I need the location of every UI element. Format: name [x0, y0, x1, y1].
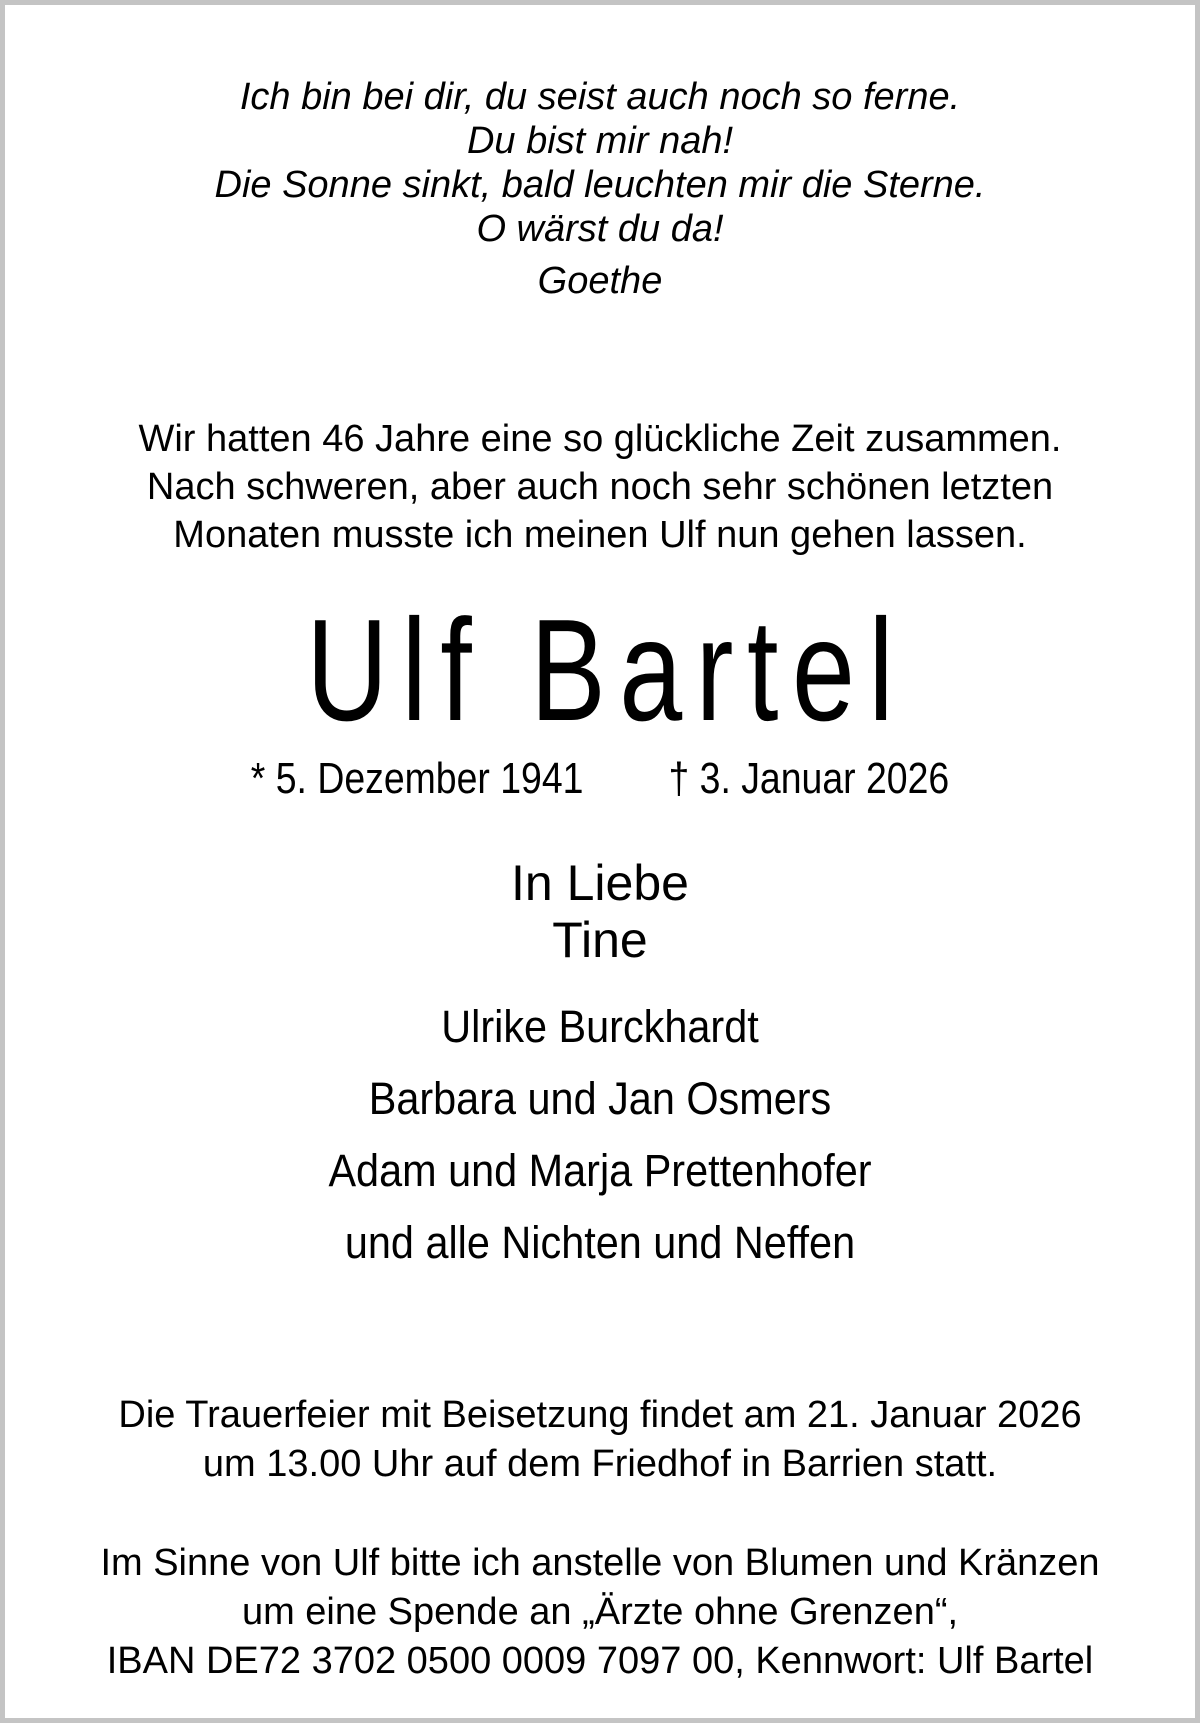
poem-line: Ich bin bei dir, du seist auch noch so ferne.: [239, 76, 961, 118]
farewell-signature: Tine: [552, 912, 648, 968]
mourners-list: [53, 991, 1148, 1279]
birth-date: * 5. Dezember 1941: [250, 754, 584, 803]
mourner-line: Ulrike Burckhardt: [441, 1001, 759, 1052]
poem-attribution: Goethe: [537, 260, 663, 302]
poem-line: O wärst du da!: [476, 208, 724, 250]
intro-line: Nach schweren, aber auch noch sehr schönen letzten: [146, 466, 1054, 508]
donation-line: Im Sinne von Ulf bitte ich anstelle von Blumen und Kränzen: [100, 1542, 1100, 1584]
donation-line: IBAN DE72 3702 0500 0009 7097 00, Kennwort: Ulf Bartel: [106, 1640, 1094, 1682]
intro-line: Wir hatten 46 Jahre eine so glückliche Zeit zusammen.: [138, 418, 1062, 460]
funeral-line: Die Trauerfeier mit Beisetzung findet am 21. Januar 2026: [118, 1394, 1082, 1436]
death-date: † 3. Januar 2026: [668, 754, 950, 803]
donation-line: um eine Spende an „Ärzte ohne Grenzen“,: [241, 1591, 959, 1633]
mourner-line: und alle Nichten und Neffen: [344, 1217, 856, 1268]
mourner-line: Adam und Marja Prettenhofer: [328, 1145, 872, 1196]
life-dates: [94, 753, 1106, 805]
farewell: [5, 855, 1195, 969]
deceased-name: Ulf Bartel: [306, 589, 908, 751]
donation-info: [5, 1539, 1195, 1686]
farewell-closing: In Liebe: [511, 855, 689, 911]
mourner-line: Barbara und Jan Osmers: [368, 1073, 832, 1124]
funeral-line: um 13.00 Uhr auf dem Friedhof in Barrien statt.: [202, 1443, 998, 1485]
poem-line: Die Sonne sinkt, bald leuchten mir die Sterne.: [214, 164, 986, 206]
intro-paragraph: [5, 415, 1195, 559]
poem-line: Du bist mir nah!: [466, 120, 734, 162]
funeral-info: [5, 1391, 1195, 1489]
intro-line: Monaten musste ich meinen Ulf nun gehen lassen.: [173, 514, 1027, 556]
poem: [5, 75, 1195, 251]
